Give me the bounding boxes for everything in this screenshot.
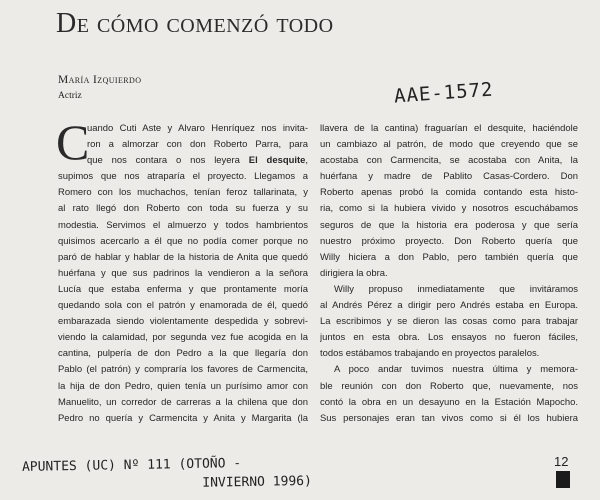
drop-cap: C — [56, 114, 90, 170]
text-run: huérfana y madre de Pablito Casas-Cordero. Don — [320, 171, 578, 183]
text-line — [320, 218, 578, 234]
text-run: Romero con los muchachos, tenían feroz tallarinata, y — [58, 187, 308, 199]
page-number-marker — [556, 471, 570, 488]
text-run: Roberto apenas probó la comida contando esta histo- — [320, 187, 578, 199]
text-line — [58, 298, 308, 314]
text-line — [58, 330, 308, 346]
catalog-stamp: AAE-1572 — [393, 78, 495, 108]
text-line — [58, 266, 308, 282]
text-run: acostaba con Carmencita, se acostaba con Anita, la — [320, 155, 578, 167]
text-line — [58, 379, 308, 395]
text-line — [58, 395, 308, 411]
text-run: juntos en esta obra. Los ensayos no fueron fáciles, — [320, 332, 578, 344]
text-run: huérfana y que sus padrinos la vendieron a la señora — [58, 267, 308, 279]
text-line — [58, 346, 308, 362]
text-run: dirigiera la obra. — [320, 267, 388, 279]
page-number: 12 — [554, 454, 569, 469]
text-run: Lucía que estaba enferma y que prontamente moría — [58, 283, 308, 295]
text-line — [320, 330, 578, 346]
text-run: quedando sola con el patrón y enamorada de él, quedó — [58, 300, 308, 312]
text-run: un cambiazo al patrón, de modo que creyendo que se — [320, 139, 578, 151]
text-line — [320, 298, 578, 314]
text-line — [58, 185, 308, 201]
text-line — [320, 379, 578, 395]
source-note-line-2: INVIERNO 1996) — [202, 473, 313, 491]
text-line — [320, 153, 578, 169]
text-run: A poco andar tuvimos nuestra última y memora- — [334, 364, 578, 376]
text-line — [320, 234, 578, 250]
left-column — [58, 121, 308, 427]
text-line — [320, 121, 578, 137]
author-role: Actriz — [58, 91, 82, 101]
text-run: ron a almorzar con don Roberto Parra, para — [87, 139, 308, 151]
text-line — [58, 169, 308, 185]
text-line — [58, 250, 308, 266]
text-run: al rato llegó don Roberto con toda su fuerza y su — [58, 203, 308, 215]
text-run: embarazada siendo violentamente despedida y sobrevi- — [58, 316, 308, 328]
right-column — [320, 121, 578, 427]
text-run: quisimos acercarlo a él que no podía comer porque no — [58, 235, 308, 247]
text-run: Willy propuso inmediatamente que invitáramos — [334, 283, 578, 295]
text-line — [320, 169, 578, 185]
text-line — [320, 395, 578, 411]
text-run: la hija de don Pedro, quien tenía un purísimo amor con — [58, 380, 308, 392]
text-line — [58, 411, 308, 427]
play-title-bold: El desquite — [248, 155, 306, 167]
text-run: que nos contara o nos leyera — [87, 155, 249, 167]
text-line — [320, 137, 578, 153]
text-run: Pedro no quería y Carmencita y Anita y Margarita (la — [58, 412, 308, 424]
text-run: supimos que nos atraparía el proyecto. Llegamos a — [58, 171, 308, 183]
article-author: María Izquierdo — [58, 74, 142, 86]
text-run: contó la obra en un desayuno en la Estación Mapocho. — [320, 396, 578, 408]
text-line — [320, 282, 578, 298]
text-run: ble reunión con don Roberto que, nuevamente, nos — [320, 380, 578, 392]
text-line — [58, 201, 308, 217]
text-run: al Andrés Pérez a dirigir pero Andrés estaba en Europa. — [320, 300, 578, 312]
text-run: seguros de que la historia era poderosa y que sería — [320, 219, 578, 231]
text-run: modestia. Servimos el almuerzo y todos hambrientos — [58, 219, 308, 231]
article-title: De cómo comenzó todo — [56, 8, 334, 39]
text-line — [320, 346, 578, 362]
text-line — [320, 201, 578, 217]
text-line — [320, 250, 578, 266]
text-run: paró de hablar y hablar de la historia de Anita que quedó — [58, 251, 308, 263]
text-run: cantina, pulpería de don Pedro a la que llegaría don — [58, 348, 308, 360]
text-run: uando Cuti Aste y Alvaro Henríquez nos invita- — [87, 123, 308, 134]
source-note-line-1: APUNTES (UC) Nº 111 (OTOÑO - — [21, 456, 242, 475]
text-run: , — [305, 155, 308, 167]
text-line — [58, 314, 308, 330]
text-line — [320, 266, 578, 282]
text-line — [58, 153, 308, 169]
text-line — [320, 411, 578, 427]
text-run: Sus personajes eran tan vivos como si él los hubiera — [320, 412, 578, 424]
text-run: viendo la calamidad, por segunda vez fue acogida en la — [58, 332, 308, 344]
text-line — [58, 282, 308, 298]
text-line — [58, 218, 308, 234]
text-run: La escribimos y se dieron las cosas como para trabajar — [320, 316, 578, 328]
text-run: Willy hiciera a don Pablo, pero también quería que — [320, 251, 578, 263]
text-run: Manuelito, un corredor de carreras a la chilena que don — [58, 396, 308, 408]
handwritten-source-note — [21, 456, 313, 491]
text-run: llavera de la cantina) fraguarían el desquite, haciéndole — [320, 123, 578, 134]
text-line — [58, 362, 308, 378]
text-line — [58, 137, 308, 153]
text-line — [320, 362, 578, 378]
text-line — [320, 185, 578, 201]
text-line — [320, 314, 578, 330]
text-run: todos estábamos trabajando en proyectos paralelos. — [320, 348, 540, 360]
text-line — [58, 234, 308, 250]
text-line — [58, 121, 308, 137]
text-run: Pablo (el patrón) y compraría los favores de Carmencita, — [58, 364, 308, 376]
text-run: ria, como si la hubiera vivido y nosotros escuchábamos — [320, 203, 578, 215]
text-run: nuestro próximo proyecto. Don Roberto quería que — [320, 235, 578, 247]
